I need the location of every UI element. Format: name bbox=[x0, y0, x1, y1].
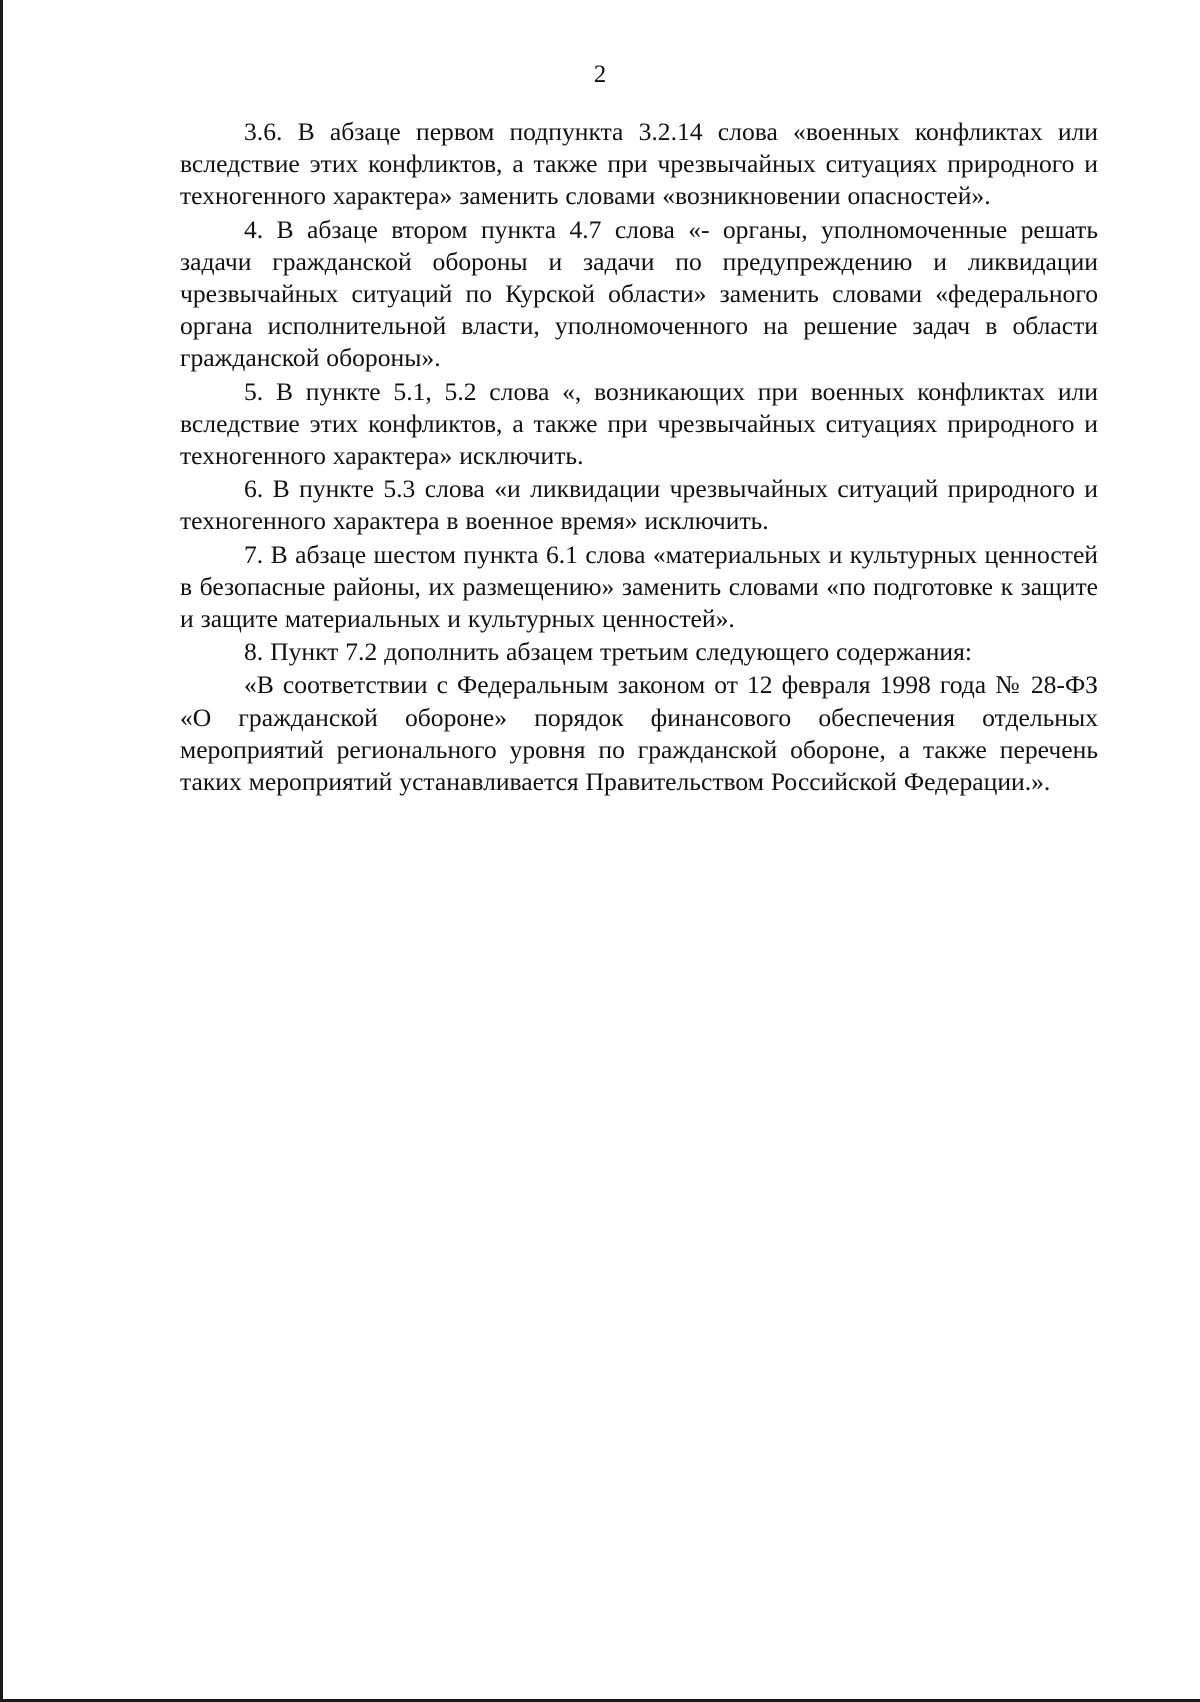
paragraph-8-quote: «В соответствии с Федеральным законом от 12 февраля 1998 года № 28-ФЗ «О гражданской обороне» порядок финансового обеспечения отдельных мероприятий регионального уровня по гражданской обороне, а также перечень таких мероприятий устанавливается Правительством Российской Федерации.». bbox=[180, 670, 1098, 797]
paragraph-3-6: 3.6. В абзаце первом подпункта 3.2.14 слова «военных конфликтах или вследствие этих конфликтов, а также при чрезвычайных ситуациях природного и техногенного характера» заменить словами «возникновении опасностей». bbox=[180, 117, 1098, 211]
paragraph-7: 7. В абзаце шестом пункта 6.1 слова «материальных и культурных ценностей в безопасные районы, их размещению» заменить словами «по подготовке к защите и защите материальных и культурных ценностей». bbox=[180, 539, 1098, 634]
paragraph-4: 4. В абзаце втором пункта 4.7 слова «- органы, уполномоченные решать задачи гражданской обороны и задачи по предупреждению и ликвидации чрезвычайных ситуаций по Курской области» заменить словами «федерального органа исполнительной власти, уполномоченного на решение задач в области гражданской обороны». bbox=[180, 214, 1098, 373]
document-body bbox=[180, 116, 1098, 799]
paragraph-8: 8. Пункт 7.2 дополнить абзацем третьим следующего содержания: bbox=[244, 637, 972, 667]
page-number: 2 bbox=[593, 61, 607, 88]
scan-edge-left bbox=[0, 0, 3, 1702]
paragraph-5: 5. В пункте 5.1, 5.2 слова «, возникающих при военных конфликтах или вследствие этих конфликтов, а также при чрезвычайных ситуациях природного и техногенного характера» исключить. bbox=[180, 376, 1098, 471]
paragraph-6: 6. В пункте 5.3 слова «и ликвидации чрезвычайных ситуаций природного и техногенного характера в военное время» исключить. bbox=[180, 474, 1098, 536]
